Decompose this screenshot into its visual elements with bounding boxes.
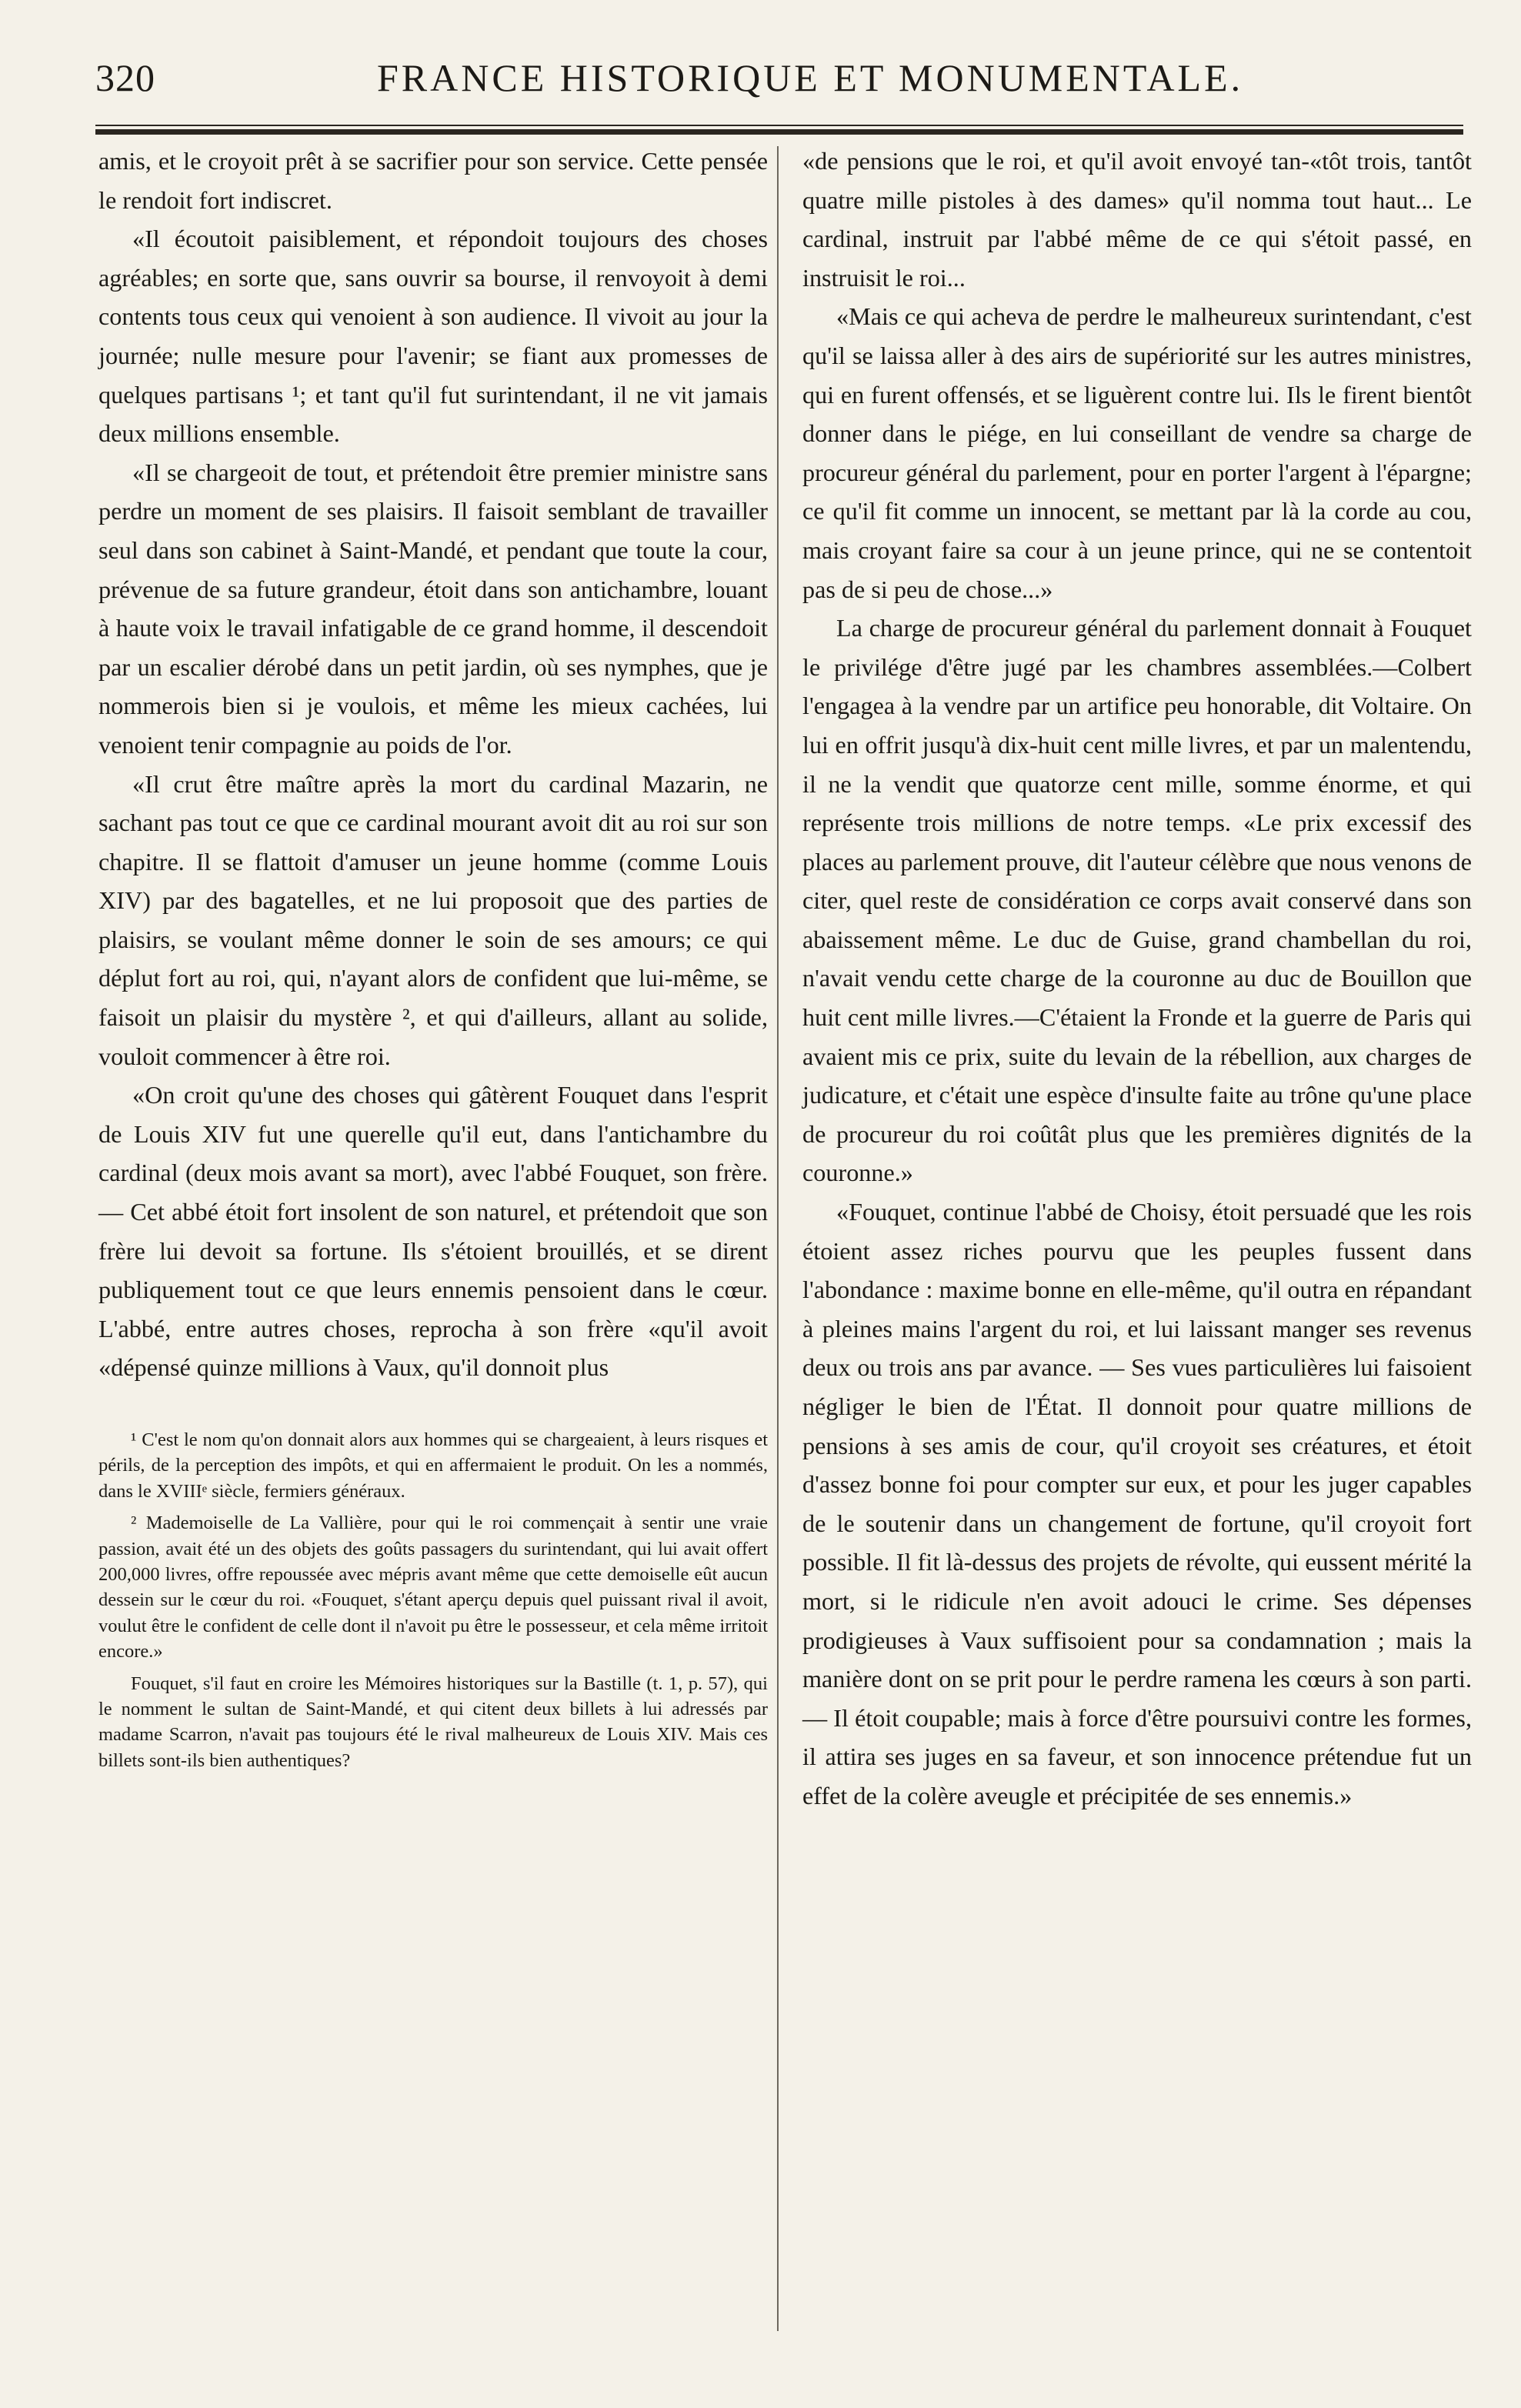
paragraph: «Mais ce qui acheva de perdre le malheureux surintendant, c'est qu'il se laissa aller à des airs de supériorité sur les autres ministres, qui en furent offensés, et se liguèrent contre lui. Ils le firent bientôt donner dans le piége, en lui conseillant de vendre sa charge de procureur général du parlement, pour en porter l'argent à l'épargne; ce qu'il fit comme un innocent, se mettant par là la corde au cou, mais croyant faire sa cour à un jeune prince, qui ne se contentoit pas de si peu de chose...» bbox=[802, 302, 1472, 603]
paragraph: «On croit qu'une des choses qui gâtèrent Fouquet dans l'esprit de Louis XIV fut une querelle qu'il eut, dans l'antichambre du cardinal (deux mois avant sa mort), avec l'abbé Fouquet, son frère. — Cet abbé étoit fort insolent de son naturel, et prétendoit que son frère lui devoit sa fortune. Ils s'étoient brouillés, et se dirent publiquement tout ce que leurs ennemis pensoient dans le cœur. L'abbé, entre autres choses, reprocha à son frère «qu'il avoit «dépensé quinze millions à Vaux, qu'il donnoit plus bbox=[98, 1081, 768, 1382]
paragraph: «Il crut être maître après la mort du cardinal Mazarin, ne sachant pas tout ce que ce cardinal mourant avoit dit au roi sur son chapitre. Il se flattoit d'amuser un jeune homme (comme Louis XIV) par des bagatelles, et ne lui proposoit que des parties de plaisirs, se voulant même donner le soin de ses amours; ce qui déplut fort au roi, qui, n'ayant alors de confident que lui-même, se faisoit un plaisir du mystère ², et qui d'ailleurs, allant au solide, vouloit commencer à être roi. bbox=[98, 769, 768, 1070]
running-title: FRANCE HISTORIQUE ET MONUMENTALE. bbox=[377, 56, 1244, 99]
footnote: ² Mademoiselle de La Vallière, pour qui le roi commençait à sentir une vraie passion, avait été un des objets des goûts passagers du surintendant, qui lui avait offert 200,000 livres, offre repoussée avec mépris avant même que cette demoiselle eût aucun dessein sur le cœur du roi. «Fouquet, s'étant aperçu depuis quel puissant rival il avoit, voulut être le confident de celle dont il n'avoit pu être le possesseur, et cela même irritoit encore.» bbox=[98, 1513, 768, 1663]
page-number: 320 bbox=[95, 56, 155, 99]
column-divider bbox=[777, 146, 779, 2331]
left-column bbox=[98, 142, 768, 1779]
footnote: Fouquet, s'il faut en croire les Mémoires historiques sur la Bastille (t. 1, p. 57), qui le nomment le sultan de Saint-Mandé, et qui citent deux billets à lui adressés par madame Scarron, n'avait pas toujours été le rival malheureux de Louis XIV. Mais ces billets sont-ils bien authentiques? bbox=[98, 1673, 768, 1771]
paragraph: «Il se chargeoit de tout, et prétendoit être premier ministre sans perdre un moment de ses plaisirs. Il faisoit semblant de travailler seul dans son cabinet à Saint-Mandé, et pendant que toute la cour, prévenue de sa future grandeur, étoit dans son antichambre, louant à haute voix le travail infatigable de ce grand homme, il descendoit par un escalier dérobé dans un petit jardin, où ses nymphes, que je nommerois bien si je voulois, et même les mieux cachées, lui venoient tenir compagnie au poids de l'or. bbox=[98, 458, 768, 759]
page-header bbox=[92, 55, 1462, 117]
header-rule-thick bbox=[95, 129, 1463, 135]
paragraph: «Fouquet, continue l'abbé de Choisy, étoit persuadé que les rois étoient assez riches pourvu que les peuples fussent dans l'abondance : maxime bonne en elle-même, qu'il outra en répandant à pleines mains l'argent du roi, et lui laissant manger ses revenus deux ou trois ans par avance. — Ses vues particulières lui faisoient négliger le bien de l'État. Il donnoit pour quatre millions de pensions à ses amis de cour, qu'il croyoit ses créatures, et étoit d'assez bonne foi pour compter sur eux, et pour les juger capables de le soutenir dans un changement de fortune, qu'il croyoit fort possible. Il fit là-dessus des projets de révolte, qui eussent mérité la mort, si le ridicule n'en avoit adouci le crime. Ses dépenses prodigieuses à Vaux suffisoient pour sa condamnation ; mais la manière dont on se prit pour le perdre ramena les cœurs à son parti. — Il étoit coupable; mais à force d'être poursuivi contre les formes, il attira ses juges en sa faveur, et son innocence prétendue fut un effet de la colère aveugle et précipitée de ses ennemis.» bbox=[802, 1198, 1472, 1809]
paragraph: amis, et le croyoit prêt à se sacrifier pour son service. Cette pensée le rendoit fort indiscret. bbox=[98, 147, 768, 214]
paragraph: «de pensions que le roi, et qu'il avoit envoyé tan-«tôt trois, tantôt quatre mille pistoles à des dames» qu'il nomma tout haut... Le cardinal, instruit par l'abbé même de ce qui s'étoit passé, en instruisit le roi... bbox=[802, 147, 1472, 292]
footnote: ¹ C'est le nom qu'on donnait alors aux hommes qui se chargeaient, à leurs risques et périls, de la perception des impôts, et qui en affermaient le produit. On les a nommés, dans le XVIIIᵉ siècle, fermiers généraux. bbox=[98, 1429, 768, 1502]
header-rule-thin bbox=[95, 125, 1463, 126]
paragraph: «Il écoutoit paisiblement, et répondoit toujours des choses agréables; en sorte que, sans ouvrir sa bourse, il renvoyoit à demi contents tous ceux qui venoient à son audience. Il vivoit au jour la journée; nulle mesure pour l'avenir; se fiant aux promesses de quelques partisans ¹; et tant qu'il fut surintendant, il ne vit jamais deux millions ensemble. bbox=[98, 225, 768, 448]
right-column bbox=[802, 142, 1472, 1816]
footnotes bbox=[98, 1427, 768, 1773]
paragraph: La charge de procureur général du parlement donnait à Fouquet le privilége d'être jugé par les chambres assemblées.—Colbert l'engagea à la vendre par un artifice peu honorable, dit Voltaire. On lui en offrit jusqu'à dix-huit cent mille livres, et par un malentendu, il ne la vendit que quatorze cent mille, somme énorme, et qui représente trois millions de notre temps. «Le prix excessif des places au parlement prouve, dit l'auteur célèbre que nous venons de citer, quel reste de considération ce corps avait conservé dans son abaissement même. Le duc de Guise, grand chambellan du roi, n'avait vendu cette charge de la couronne au duc de Bouillon que huit cent mille livres.—C'étaient la Fronde et la guerre de Paris qui avaient mis ce prix, suite du levain de la rébellion, aux charges de judicature, et c'était une espèce d'insulte faite au trône qu'une place de procureur du roi coûtât plus que les premières dignités de la couronne.» bbox=[802, 614, 1472, 1187]
